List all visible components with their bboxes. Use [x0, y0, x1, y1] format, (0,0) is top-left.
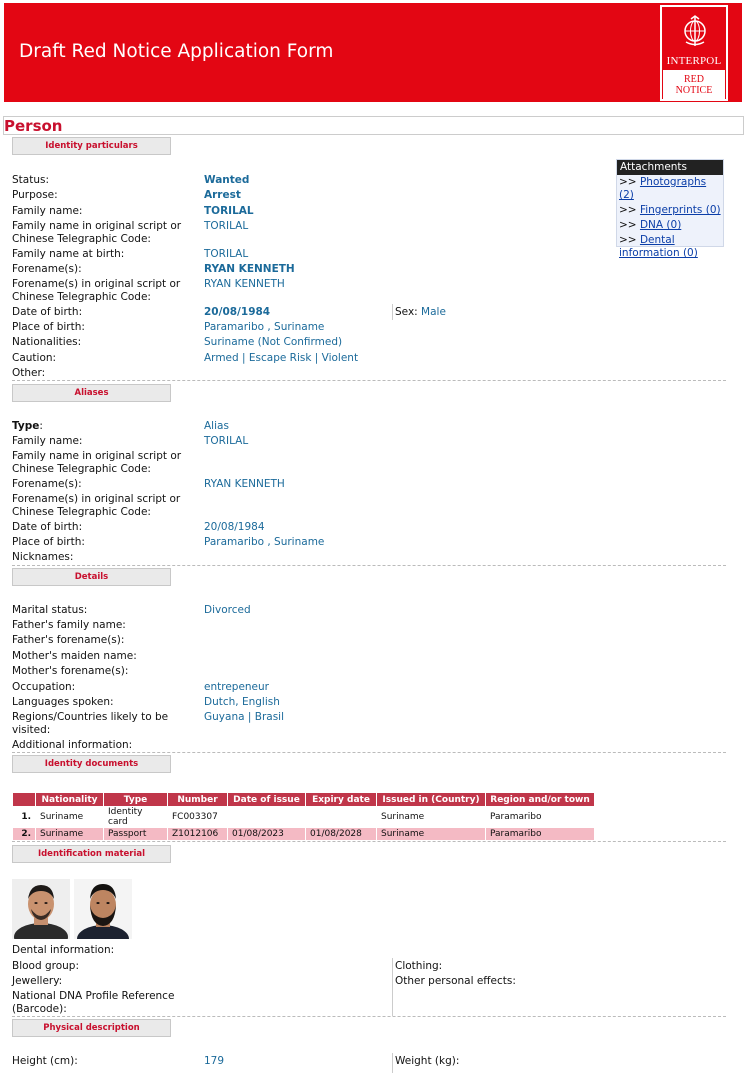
red-notice-badge	[663, 70, 725, 100]
page-header	[4, 3, 742, 102]
additional-info-label: Additional information:	[12, 739, 133, 751]
clothing-label: Clothing:	[395, 960, 443, 972]
family-name-birth-label: Family name at birth:	[12, 248, 125, 260]
table-cell: 01/08/2028	[306, 828, 376, 840]
column-divider	[392, 1053, 393, 1073]
column-header: Expiry date	[306, 793, 376, 806]
section-divider	[12, 565, 726, 566]
sex-value: Male	[421, 306, 446, 318]
badge-line-1: RED	[684, 74, 704, 85]
pob-value: Paramaribo , Suriname	[204, 321, 325, 333]
nationalities-value: Suriname (Not Confirmed)	[204, 336, 343, 348]
family-name-original-value: TORILAL	[204, 220, 249, 232]
alias-family-label: Family name:	[12, 435, 83, 447]
section-divider	[12, 380, 726, 381]
table-cell: Z1012106	[168, 828, 227, 840]
column-header: Nationality	[36, 793, 103, 806]
section-divider	[12, 1016, 726, 1017]
interpol-logo	[660, 5, 728, 101]
marital-label: Marital status:	[12, 604, 88, 616]
jewellery-label: Jewellery:	[12, 975, 63, 987]
nationalities-label: Nationalities:	[12, 336, 82, 348]
family-name-birth-value: TORILAL	[204, 248, 249, 260]
section-divider	[12, 841, 726, 842]
forename-original-label: Forename(s) in original script or Chinese Telegraphic Code:	[12, 278, 181, 303]
table-cell: 01/08/2023	[228, 828, 305, 840]
table-cell: FC003307	[172, 812, 218, 822]
table-row	[13, 807, 594, 827]
family-name-label: Family name:	[12, 205, 83, 217]
languages-value: Dutch, English	[204, 696, 280, 708]
column-header: Issued in (Country)	[377, 793, 485, 806]
column-divider	[392, 958, 393, 1016]
other-effects-label: Other personal effects:	[395, 975, 516, 987]
father-family-label: Father's family name:	[12, 619, 126, 631]
alias-pob-label: Place of birth:	[12, 536, 85, 548]
alias-family-original-label: Family name in original script or Chinese Telegraphic Code:	[12, 450, 182, 475]
person-section-bar	[3, 116, 744, 135]
subject-photo-2[interactable]	[74, 879, 132, 939]
column-header: Region and/or town	[486, 793, 594, 806]
tab-physical-description[interactable]: Physical description	[12, 1019, 171, 1037]
table-cell: Paramaribo	[486, 828, 594, 840]
alias-forename-original-label: Forename(s) in original script or Chinese Telegraphic Code:	[12, 493, 181, 518]
photographs-link[interactable]: Photographs (2)	[619, 176, 707, 201]
face-photo-icon	[74, 879, 132, 939]
tab-aliases[interactable]: Aliases	[12, 384, 171, 402]
family-name-original-label: Family name in original script or Chinese Telegraphic Code:	[12, 220, 182, 245]
sex-label: Sex:	[395, 306, 418, 318]
logo-wordmark: INTERPOL	[666, 55, 722, 67]
section-divider	[12, 752, 726, 753]
attachment-item	[617, 204, 723, 217]
purpose-label: Purpose:	[12, 189, 58, 201]
sex-field	[395, 306, 446, 319]
regions-label: Regions/Countries likely to be visited:	[12, 711, 169, 736]
table-cell: Suriname	[377, 828, 485, 840]
dental-info-label: Dental information:	[12, 944, 115, 956]
table-cell: Passport	[104, 828, 167, 840]
chevron-right-icon: >>	[619, 234, 637, 246]
blood-group-label: Blood group:	[12, 960, 80, 972]
section-title: Person	[4, 117, 63, 135]
alias-family-value: TORILAL	[204, 435, 249, 447]
dna-reference-label: National DNA Profile Reference (Barcode):	[12, 990, 175, 1015]
languages-label: Languages spoken:	[12, 696, 114, 708]
table-cell: Paramaribo	[490, 812, 542, 822]
chevron-right-icon: >>	[619, 204, 637, 216]
attachments-panel	[616, 159, 724, 259]
caution-label: Caution:	[12, 352, 57, 364]
column-header: Type	[104, 793, 167, 806]
identity-documents-table	[12, 792, 595, 841]
table-cell: Suriname	[381, 812, 425, 822]
column-header: Date of issue	[228, 793, 305, 806]
table-header-row	[13, 793, 594, 806]
mother-maiden-label: Mother's maiden name:	[12, 650, 137, 662]
attachment-item	[617, 234, 723, 260]
table-cell: Identity card	[108, 807, 143, 827]
regions-value: Guyana | Brasil	[204, 711, 285, 723]
fingerprints-link[interactable]: Fingerprints (0)	[639, 204, 721, 216]
nicknames-label: Nicknames:	[12, 551, 74, 563]
globe-emblem-icon	[680, 15, 710, 47]
occupation-value: entrepeneur	[204, 681, 269, 693]
attachment-item	[617, 176, 723, 202]
purpose-value: Arrest	[204, 189, 241, 201]
alias-dob-label: Date of birth:	[12, 521, 83, 533]
attachments-title: Attachments	[617, 160, 723, 175]
other-label: Other:	[12, 367, 46, 379]
marital-value: Divorced	[204, 604, 251, 616]
column-header	[13, 793, 35, 806]
alias-dob-value: 20/08/1984	[204, 521, 265, 533]
weight-label: Weight (kg):	[395, 1055, 460, 1067]
tab-identification-material[interactable]: Identification material	[12, 845, 171, 863]
height-label: Height (cm):	[12, 1055, 78, 1067]
forename-value: RYAN KENNETH	[204, 263, 295, 275]
dental-link[interactable]: Dental information (0)	[619, 234, 698, 259]
tab-identity-documents[interactable]: Identity documents	[12, 755, 171, 773]
tab-identity-particulars[interactable]: Identity particulars	[12, 137, 171, 155]
table-cell	[228, 807, 305, 827]
table-cell	[306, 807, 376, 827]
mother-forename-label: Mother's forename(s):	[12, 665, 129, 677]
caution-value: Armed | Escape Risk | Violent	[204, 352, 359, 364]
height-value: 179	[204, 1055, 225, 1067]
face-photo-icon	[12, 879, 70, 939]
forename-label: Forename(s):	[12, 263, 82, 275]
table-cell: Suriname	[40, 812, 84, 822]
forename-original-value: RYAN KENNETH	[204, 278, 285, 290]
occupation-label: Occupation:	[12, 681, 76, 693]
table-cell: Suriname	[36, 828, 103, 840]
column-header: Number	[168, 793, 227, 806]
subject-photo-1[interactable]	[12, 879, 70, 939]
status-label: Status:	[12, 174, 49, 186]
alias-type-value: Alias	[204, 420, 229, 432]
alias-forename-label: Forename(s):	[12, 478, 82, 490]
sex-divider	[392, 304, 393, 320]
dna-link[interactable]: DNA (0)	[639, 219, 682, 231]
pob-label: Place of birth:	[12, 321, 85, 333]
alias-pob-value: Paramaribo , Suriname	[204, 536, 325, 548]
page-title: Draft Red Notice Application Form	[19, 41, 334, 62]
table-cell: 2.	[13, 828, 35, 840]
father-forename-label: Father's forename(s):	[12, 634, 125, 646]
dob-label: Date of birth:	[12, 306, 83, 318]
tab-details[interactable]: Details	[12, 568, 171, 586]
table-row	[13, 828, 594, 840]
alias-type-label: Type:	[12, 420, 43, 432]
dob-value: 20/08/1984	[204, 306, 271, 318]
status-value: Wanted	[204, 174, 250, 186]
family-name-value: TORILAL	[204, 205, 254, 217]
table-cell: 1.	[21, 812, 31, 822]
badge-line-2: NOTICE	[675, 85, 713, 96]
chevron-right-icon: >>	[619, 176, 637, 188]
attachment-item	[617, 219, 723, 232]
chevron-right-icon: >>	[619, 219, 637, 231]
alias-forename-value: RYAN KENNETH	[204, 478, 285, 490]
